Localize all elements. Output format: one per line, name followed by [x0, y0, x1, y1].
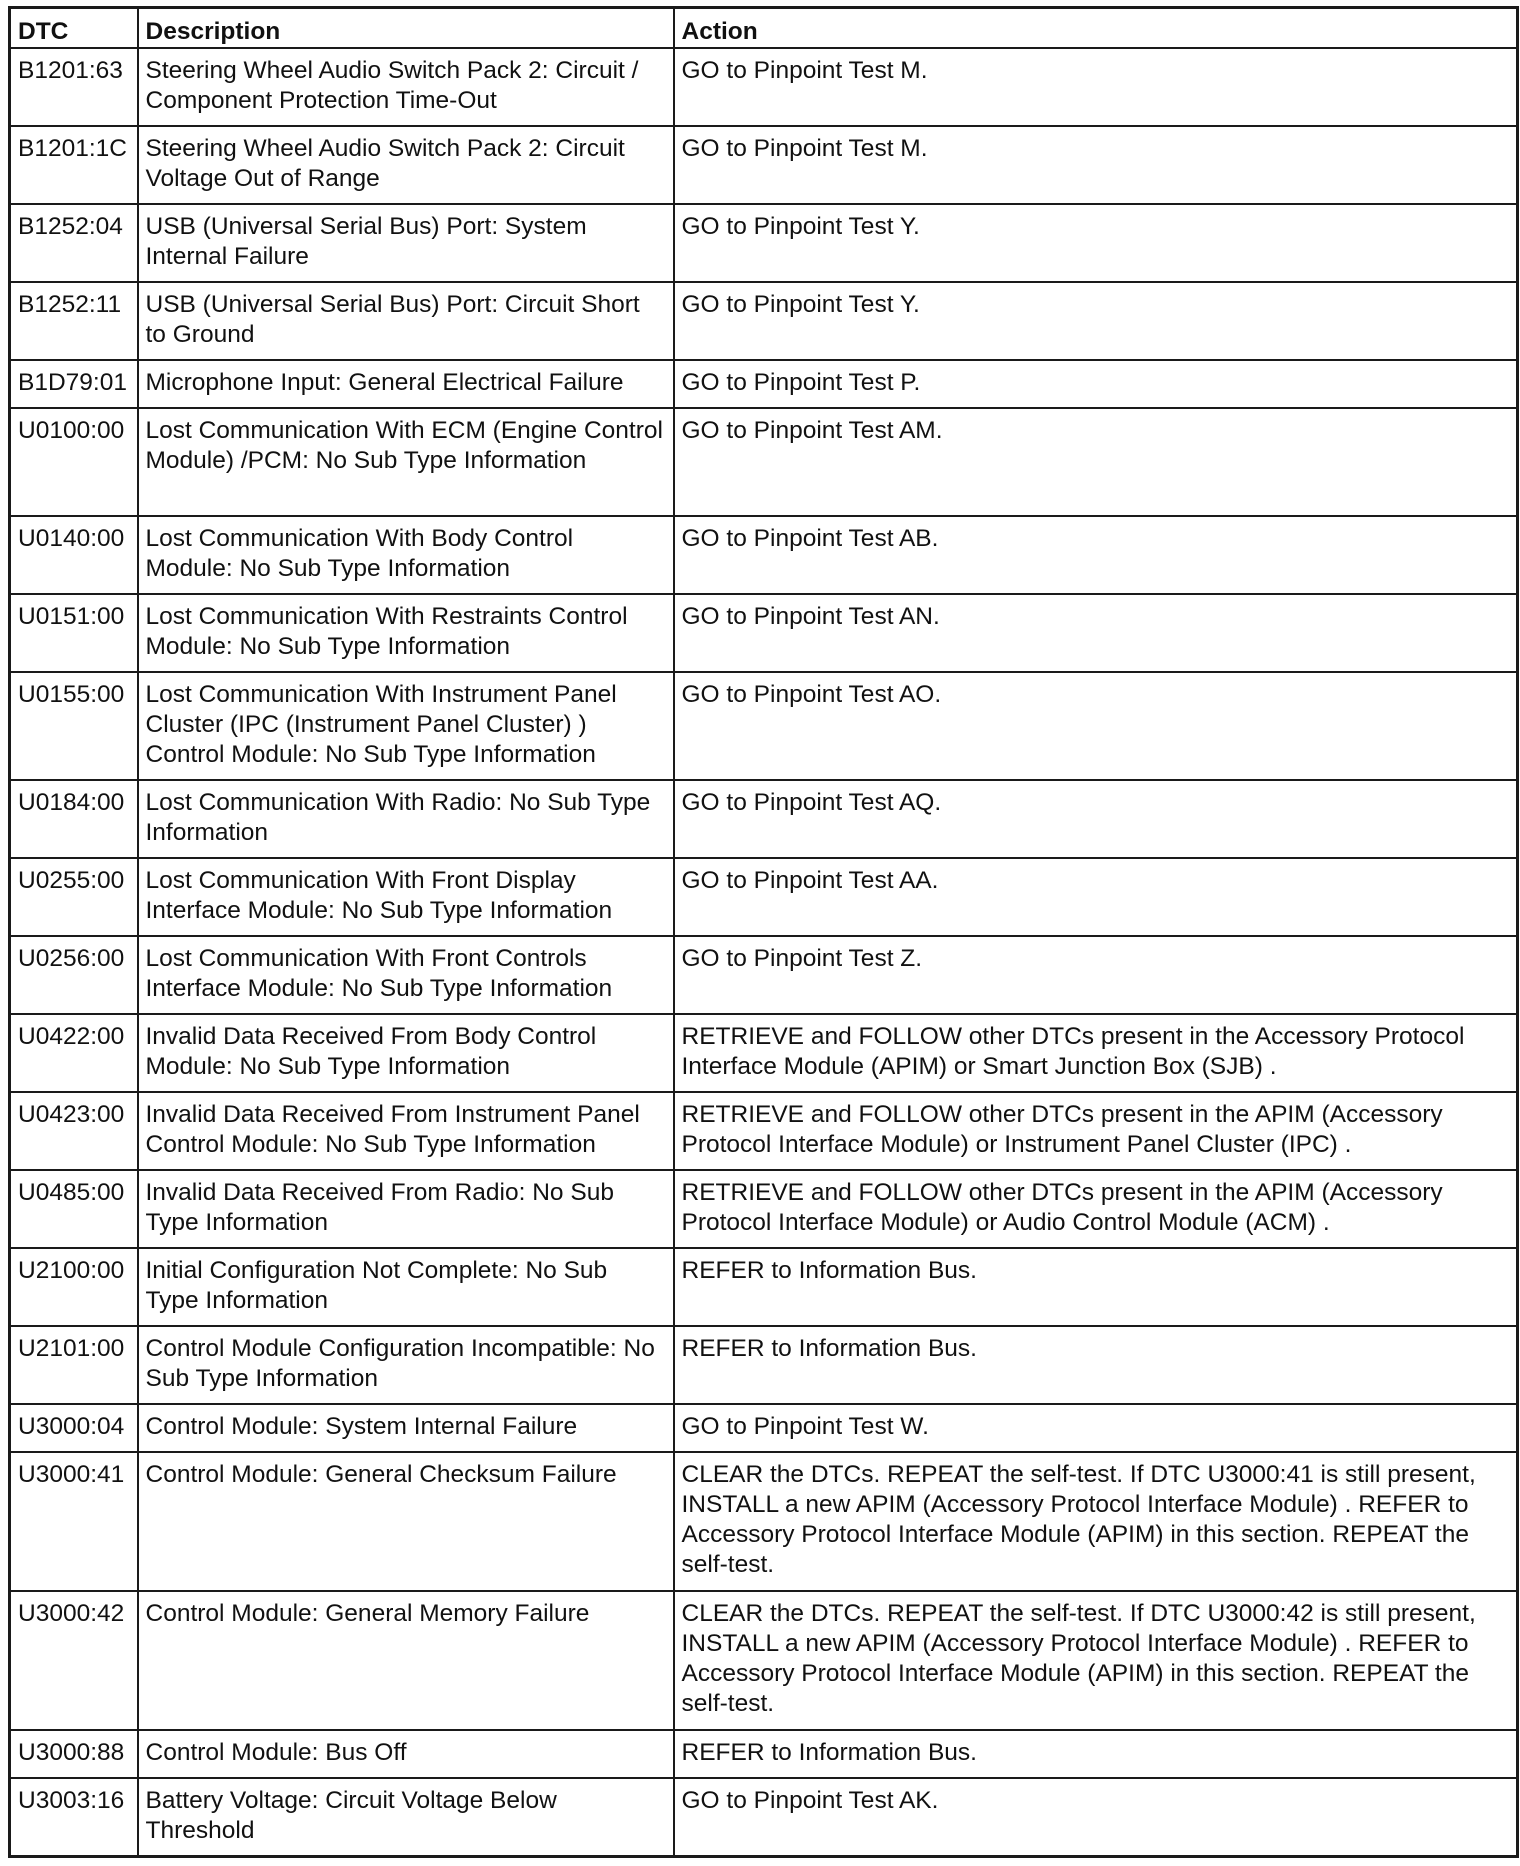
action-cell: GO to Pinpoint Test AB.	[674, 516, 1518, 594]
action-cell: GO to Pinpoint Test AK.	[674, 1778, 1518, 1856]
description-cell: Invalid Data Received From Radio: No Sub Type Information	[138, 1170, 674, 1248]
description-cell: Lost Communication With Radio: No Sub Type Information	[138, 780, 674, 858]
dtc-code-cell: U3003:16	[10, 1778, 138, 1856]
action-cell: RETRIEVE and FOLLOW other DTCs present in the Accessory Protocol Interface Module (APIM) or Smart Junction Box (SJB) .	[674, 1014, 1518, 1092]
table-row	[10, 1778, 1518, 1856]
column-header-dtc: DTC	[10, 8, 138, 49]
dtc-code-cell: U3000:04	[10, 1404, 138, 1452]
description-cell: Control Module Configuration Incompatible: No Sub Type Information	[138, 1326, 674, 1404]
action-cell: RETRIEVE and FOLLOW other DTCs present in the APIM (Accessory Protocol Interface Module) or Audio Control Module (ACM) .	[674, 1170, 1518, 1248]
table-row	[10, 1404, 1518, 1452]
description-cell: Control Module: General Memory Failure	[138, 1591, 674, 1730]
description-cell: Microphone Input: General Electrical Failure	[138, 360, 674, 408]
action-cell: GO to Pinpoint Test M.	[674, 126, 1518, 204]
table-row	[10, 408, 1518, 516]
table-row	[10, 282, 1518, 360]
column-header-action: Action	[674, 8, 1518, 49]
description-cell: Steering Wheel Audio Switch Pack 2: Circuit Voltage Out of Range	[138, 126, 674, 204]
description-cell: USB (Universal Serial Bus) Port: Circuit Short to Ground	[138, 282, 674, 360]
action-cell: GO to Pinpoint Test M.	[674, 48, 1518, 126]
action-cell: GO to Pinpoint Test AN.	[674, 594, 1518, 672]
table-row	[10, 1730, 1518, 1778]
description-cell: Control Module: Bus Off	[138, 1730, 674, 1778]
dtc-code-cell: B1201:1C	[10, 126, 138, 204]
description-cell: Control Module: General Checksum Failure	[138, 1452, 674, 1591]
table-row	[10, 936, 1518, 1014]
table-row	[10, 858, 1518, 936]
table-row	[10, 1092, 1518, 1170]
dtc-code-cell: B1D79:01	[10, 360, 138, 408]
action-cell: GO to Pinpoint Test AA.	[674, 858, 1518, 936]
table-row	[10, 126, 1518, 204]
description-cell: Lost Communication With Instrument Panel Cluster (IPC (Instrument Panel Cluster) ) Control Module: No Sub Type Information	[138, 672, 674, 780]
table-row	[10, 360, 1518, 408]
dtc-code-cell: U0485:00	[10, 1170, 138, 1248]
table-row	[10, 48, 1518, 126]
description-cell: Lost Communication With Front Display Interface Module: No Sub Type Information	[138, 858, 674, 936]
description-cell: Battery Voltage: Circuit Voltage Below Threshold	[138, 1778, 674, 1856]
dtc-code-cell: U3000:41	[10, 1452, 138, 1591]
description-cell: Lost Communication With Front Controls Interface Module: No Sub Type Information	[138, 936, 674, 1014]
table-row	[10, 1170, 1518, 1248]
table-row	[10, 204, 1518, 282]
action-cell: GO to Pinpoint Test AQ.	[674, 780, 1518, 858]
action-cell: CLEAR the DTCs. REPEAT the self-test. If DTC U3000:42 is still present, INSTALL a new APIM (Accessory Protocol Interface Module) . REFER to Accessory Protocol Interface Module (APIM) in this section. REPEAT the self-test.	[674, 1591, 1518, 1730]
dtc-code-cell: U0151:00	[10, 594, 138, 672]
description-cell: Invalid Data Received From Instrument Panel Control Module: No Sub Type Information	[138, 1092, 674, 1170]
dtc-code-cell: U3000:42	[10, 1591, 138, 1730]
dtc-code-cell: U0140:00	[10, 516, 138, 594]
dtc-code-cell: U0184:00	[10, 780, 138, 858]
description-cell: Invalid Data Received From Body Control Module: No Sub Type Information	[138, 1014, 674, 1092]
description-cell: Lost Communication With Restraints Control Module: No Sub Type Information	[138, 594, 674, 672]
table-row	[10, 672, 1518, 780]
action-cell: REFER to Information Bus.	[674, 1248, 1518, 1326]
table-row	[10, 1591, 1518, 1730]
dtc-code-cell: U0100:00	[10, 408, 138, 516]
dtc-code-cell: U0422:00	[10, 1014, 138, 1092]
action-cell: GO to Pinpoint Test W.	[674, 1404, 1518, 1452]
dtc-code-cell: U2100:00	[10, 1248, 138, 1326]
table-row	[10, 1014, 1518, 1092]
table-row	[10, 1452, 1518, 1591]
dtc-code-cell: U0255:00	[10, 858, 138, 936]
description-cell: Control Module: System Internal Failure	[138, 1404, 674, 1452]
dtc-code-cell: U0423:00	[10, 1092, 138, 1170]
dtc-code-cell: B1252:04	[10, 204, 138, 282]
table-header-row	[10, 8, 1518, 49]
dtc-table	[8, 6, 1519, 1858]
action-cell: REFER to Information Bus.	[674, 1326, 1518, 1404]
dtc-code-cell: B1201:63	[10, 48, 138, 126]
description-cell: USB (Universal Serial Bus) Port: System Internal Failure	[138, 204, 674, 282]
action-cell: GO to Pinpoint Test AM.	[674, 408, 1518, 516]
dtc-code-cell: U3000:88	[10, 1730, 138, 1778]
action-cell: GO to Pinpoint Test Y.	[674, 282, 1518, 360]
table-row	[10, 1326, 1518, 1404]
dtc-code-cell: U0155:00	[10, 672, 138, 780]
description-cell: Initial Configuration Not Complete: No Sub Type Information	[138, 1248, 674, 1326]
action-cell: GO to Pinpoint Test Z.	[674, 936, 1518, 1014]
description-cell: Lost Communication With Body Control Module: No Sub Type Information	[138, 516, 674, 594]
column-header-description: Description	[138, 8, 674, 49]
action-cell: GO to Pinpoint Test AO.	[674, 672, 1518, 780]
action-cell: GO to Pinpoint Test P.	[674, 360, 1518, 408]
description-cell: Steering Wheel Audio Switch Pack 2: Circuit / Component Protection Time-Out	[138, 48, 674, 126]
dtc-code-cell: U0256:00	[10, 936, 138, 1014]
action-cell: REFER to Information Bus.	[674, 1730, 1518, 1778]
description-cell: Lost Communication With ECM (Engine Control Module) /PCM: No Sub Type Information	[138, 408, 674, 516]
table-row	[10, 516, 1518, 594]
table-row	[10, 780, 1518, 858]
table-row	[10, 1248, 1518, 1326]
action-cell: RETRIEVE and FOLLOW other DTCs present in the APIM (Accessory Protocol Interface Module) or Instrument Panel Cluster (IPC) .	[674, 1092, 1518, 1170]
dtc-code-cell: U2101:00	[10, 1326, 138, 1404]
action-cell: CLEAR the DTCs. REPEAT the self-test. If DTC U3000:41 is still present, INSTALL a new APIM (Accessory Protocol Interface Module) . REFER to Accessory Protocol Interface Module (APIM) in this section. REPEAT the self-test.	[674, 1452, 1518, 1591]
table-row	[10, 594, 1518, 672]
action-cell: GO to Pinpoint Test Y.	[674, 204, 1518, 282]
dtc-code-cell: B1252:11	[10, 282, 138, 360]
